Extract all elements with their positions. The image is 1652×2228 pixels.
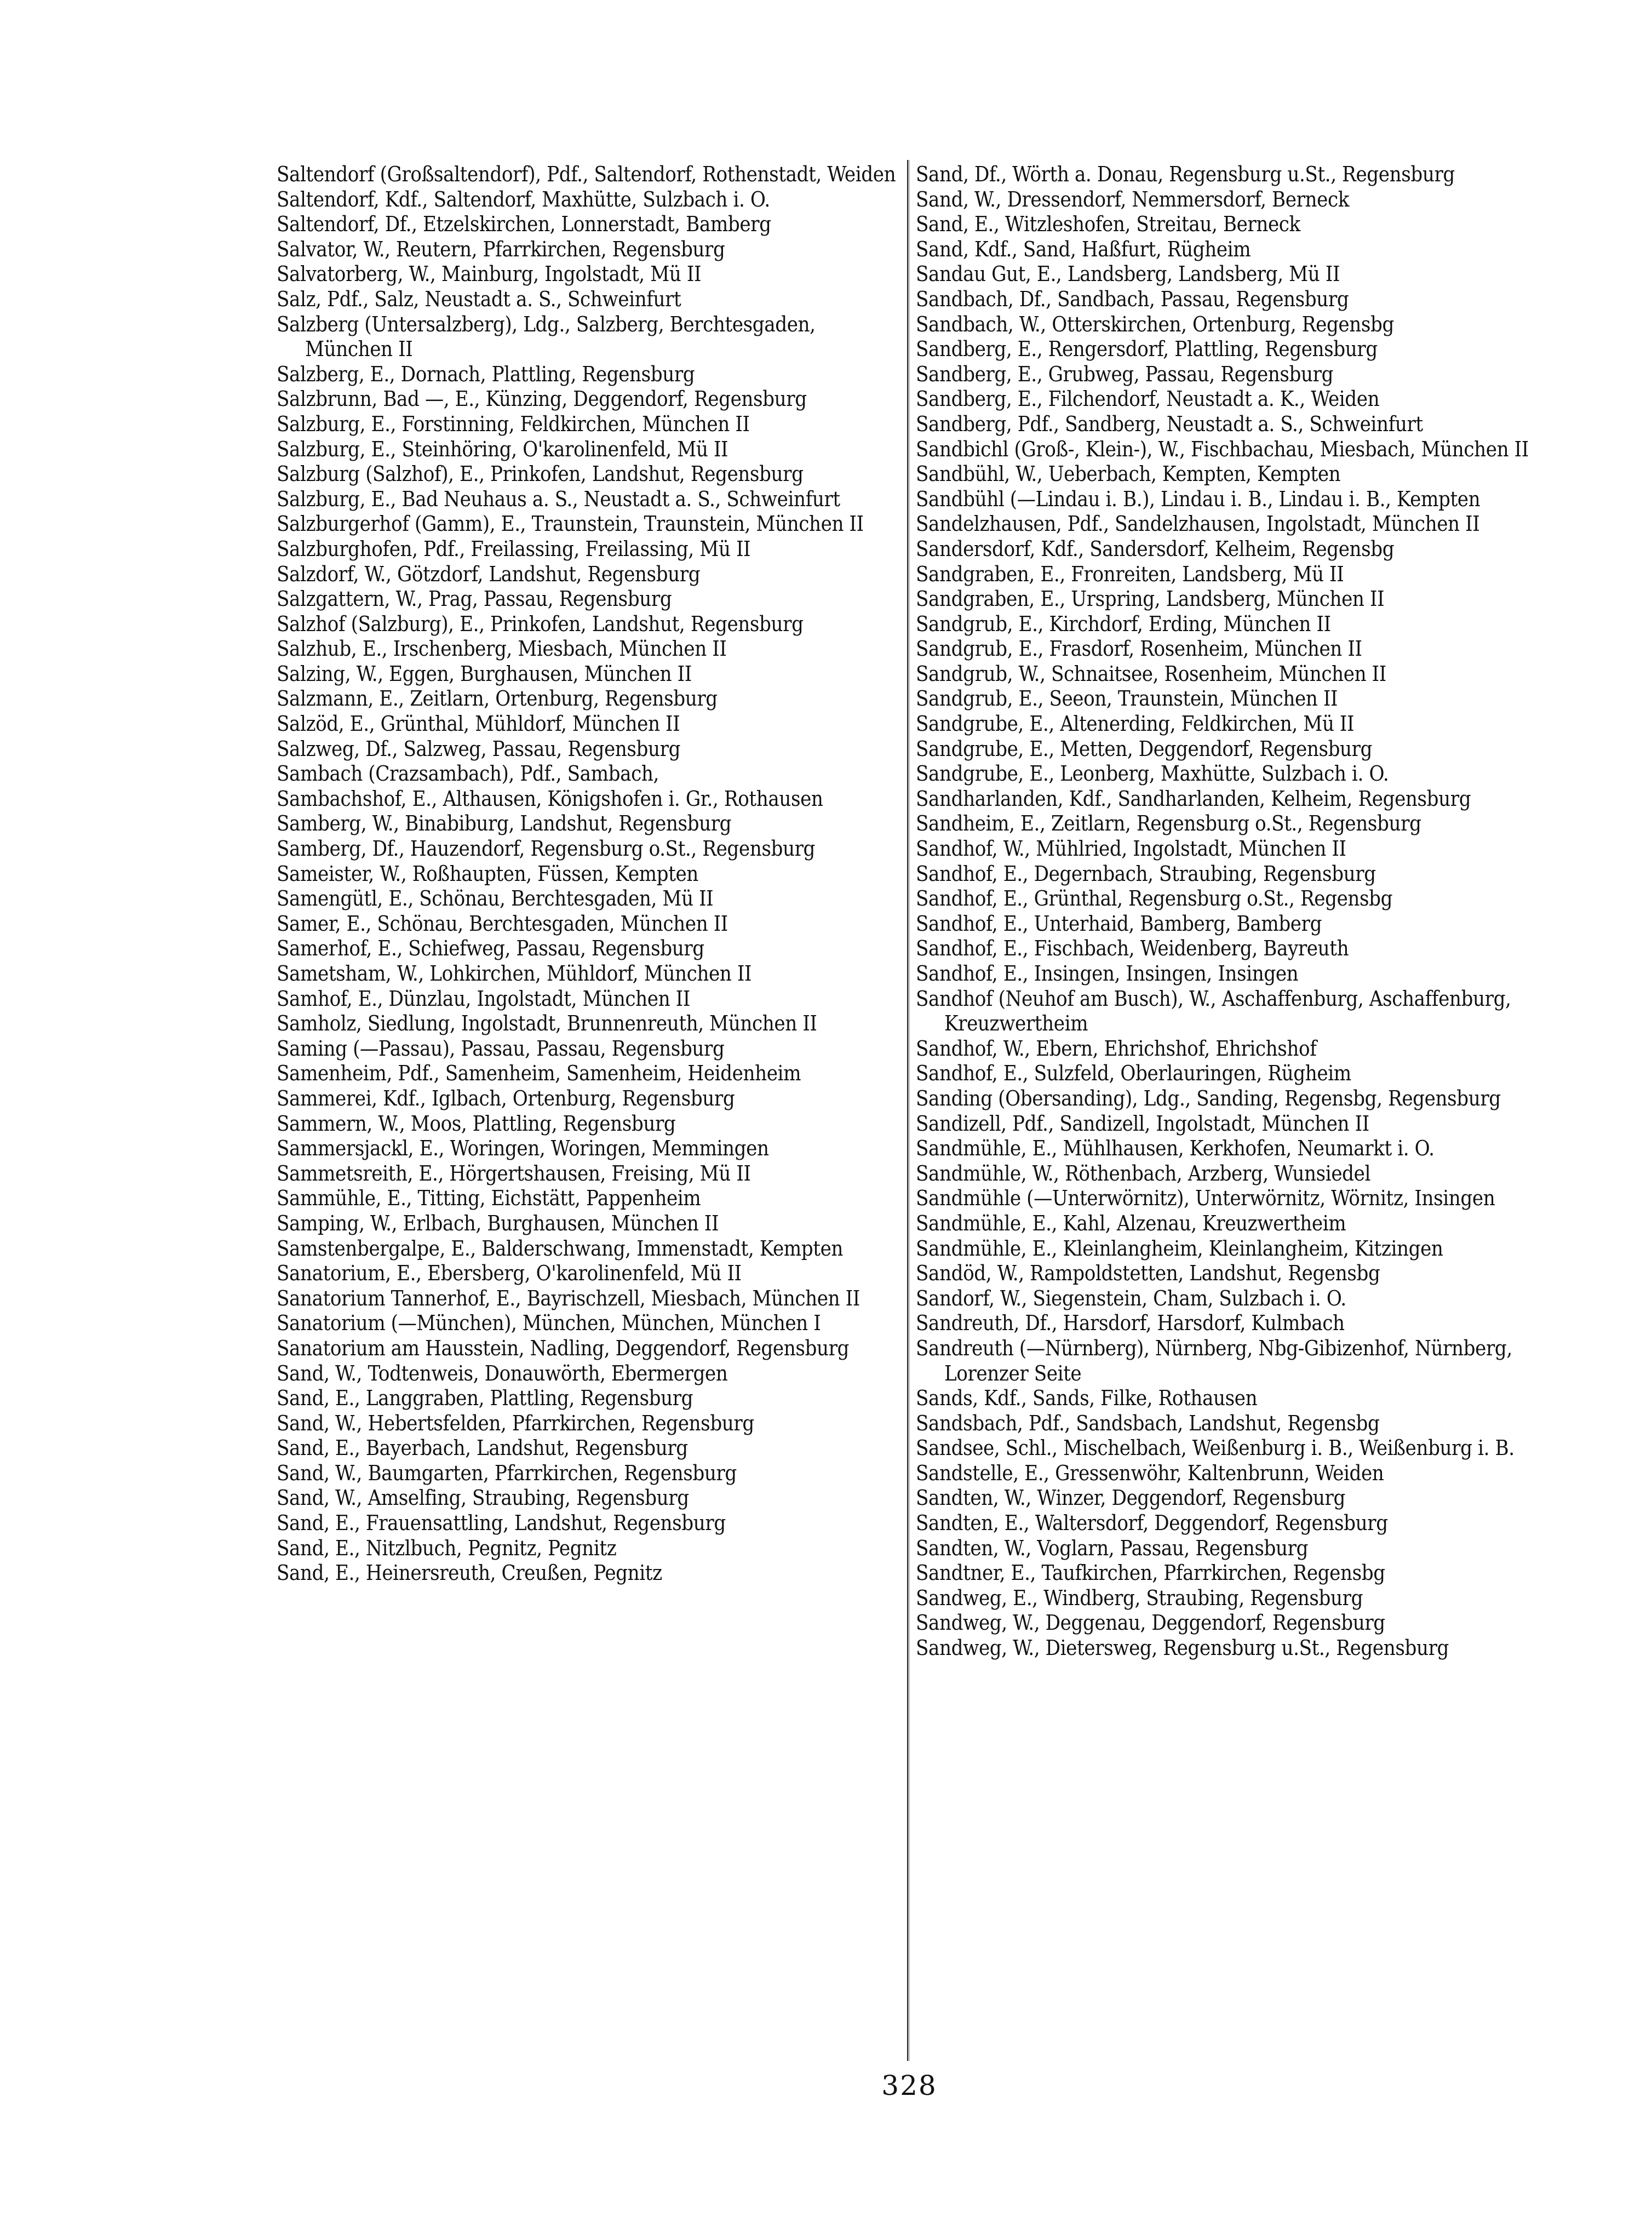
place-entry: Saltendorf, Kdf., Saltendorf, Maxhütte, Sulzbach i. O.: [277, 187, 770, 211]
place-entry: Sandsee, Schl., Mischelbach, Weißenburg i. B., Weißenburg i. B.: [916, 1436, 1515, 1460]
place-entry: Samberg, Df., Hauzendorf, Regensburg o.St., Regensburg: [277, 837, 816, 861]
place-entry: Sandberg, E., Rengersdorf, Plattling, Regensburg: [916, 337, 1378, 362]
place-entry: Sand, E., Nitzlbuch, Pegnitz, Pegnitz: [277, 1536, 617, 1560]
place-entry: Sandhof (Neuhof am Busch), W., Aschaffenburg, Aschaffenburg, Kreuzwertheim: [916, 986, 1511, 1036]
place-entry: Salzing, W., Eggen, Burghausen, München II: [277, 661, 692, 686]
place-entry: Sandweg, W., Dietersweg, Regensburg u.St., Regensburg: [916, 1636, 1449, 1660]
place-entry: Sand, E., Langgraben, Plattling, Regensburg: [277, 1386, 693, 1411]
place-entry: Sandsbach, Pdf., Sandsbach, Landshut, Regensbg: [916, 1411, 1380, 1435]
place-entry: Sand, Kdf., Sand, Haßfurt, Rügheim: [916, 237, 1251, 261]
place-entry: Sandhof, E., Grünthal, Regensburg o.St., Regensbg: [916, 886, 1393, 911]
place-entry: Sandreuth, Df., Harsdorf, Harsdorf, Kulmbach: [916, 1311, 1345, 1336]
place-entry: Salzburg, E., Forstinning, Feldkirchen, München II: [277, 411, 750, 436]
place-entry: Sandorf, W., Siegenstein, Cham, Sulzbach i. O.: [916, 1286, 1346, 1310]
place-entry: Salvatorberg, W., Mainburg, Ingolstadt, Mü II: [277, 262, 702, 287]
left-column: [277, 162, 898, 1586]
place-entry: Samstenbergalpe, E., Balderschwang, Immenstadt, Kempten: [277, 1236, 844, 1261]
place-entry: Sandhof, W., Mühlried, Ingolstadt, München II: [916, 837, 1346, 861]
place-entry: Sandmühle, E., Kleinlangheim, Kleinlangheim, Kitzingen: [916, 1236, 1443, 1261]
place-entry: Salzhof (Salzburg), E., Prinkofen, Landshut, Regensburg: [277, 611, 804, 636]
place-entry: Sandgrub, E., Seeon, Traunstein, München II: [916, 686, 1338, 711]
place-entry: Sammerei, Kdf., Iglbach, Ortenburg, Regensburg: [277, 1086, 735, 1110]
place-entry: Sand, E., Heinersreuth, Creußen, Pegnitz: [277, 1561, 662, 1585]
place-entry: Sand, E., Bayerbach, Landshut, Regensburg: [277, 1436, 688, 1460]
place-entry: Sandreuth (—Nürnberg), Nürnberg, Nbg-Gibizenhof, Nürnberg, Lorenzer Seite: [916, 1336, 1512, 1385]
place-entry: Sammersjackl, E., Woringen, Woringen, Memmingen: [277, 1136, 769, 1161]
place-entry: Sandbach, Df., Sandbach, Passau, Regensburg: [916, 287, 1349, 311]
place-entry: Salzburghofen, Pdf., Freilassing, Freilassing, Mü II: [277, 536, 751, 561]
place-entry: Salzburg (Salzhof), E., Prinkofen, Landshut, Regensburg: [277, 462, 804, 486]
place-entry: Samer, E., Schönau, Berchtesgaden, München II: [277, 911, 728, 936]
place-entry: Sanatorium (—München), München, München, München I: [277, 1311, 821, 1336]
place-entry: Salzhub, E., Irschenberg, Miesbach, München II: [277, 637, 727, 661]
place-entry: Sandten, W., Voglarn, Passau, Regensburg: [916, 1536, 1309, 1560]
place-entry: Sanatorium Tannerhof, E., Bayrischzell, Miesbach, München II: [277, 1286, 860, 1310]
place-entry: Samberg, W., Binabiburg, Landshut, Regensburg: [277, 811, 732, 836]
place-entry: Sanatorium, E., Ebersberg, O'karolinenfeld, Mü II: [277, 1261, 742, 1286]
place-entry: Salz, Pdf., Salz, Neustadt a. S., Schweinfurt: [277, 287, 681, 311]
place-entry: Sandgraben, E., Urspring, Landsberg, München II: [916, 587, 1385, 611]
place-entry: Sandgrub, W., Schnaitsee, Rosenheim, München II: [916, 661, 1386, 686]
place-entry: Sand, E., Frauensattling, Landshut, Regensburg: [277, 1511, 726, 1536]
place-entry: Salzweg, Df., Salzweg, Passau, Regensburg: [277, 736, 681, 761]
place-entry: Salzgattern, W., Prag, Passau, Regensburg: [277, 587, 672, 611]
place-entry: Sandweg, E., Windberg, Straubing, Regensburg: [916, 1585, 1363, 1610]
place-entry: Salvator, W., Reutern, Pfarrkirchen, Regensburg: [277, 237, 725, 261]
place-entry: Samengütl, E., Schönau, Berchtesgaden, Mü II: [277, 886, 714, 911]
place-entry: Sandberg, E., Filchendorf, Neustadt a. K., Weiden: [916, 387, 1380, 411]
place-entry: Sanatorium am Hausstein, Nadling, Deggendorf, Regensburg: [277, 1336, 850, 1360]
place-entry: Sandgrube, E., Altenerding, Feldkirchen, Mü II: [916, 712, 1355, 736]
place-entry: Sand, E., Witzleshofen, Streitau, Berneck: [916, 212, 1300, 237]
place-entry: Sandhof, E., Insingen, Insingen, Insingen: [916, 961, 1299, 986]
place-entry: Sandhof, E., Sulzfeld, Oberlauringen, Rügheim: [916, 1061, 1351, 1086]
place-entry: Sandmühle, E., Kahl, Alzenau, Kreuzwertheim: [916, 1211, 1346, 1235]
place-entry: Samenheim, Pdf., Samenheim, Samenheim, Heidenheim: [277, 1061, 801, 1086]
place-entry: Sandöd, W., Rampoldstetten, Landshut, Regensbg: [916, 1261, 1380, 1286]
place-entry: Samhof, E., Dünzlau, Ingolstadt, München II: [277, 986, 690, 1011]
place-entry: Sametsham, W., Lohkirchen, Mühldorf, München II: [277, 961, 752, 986]
place-entry: Sandten, W., Winzer, Deggendorf, Regensburg: [916, 1486, 1345, 1510]
page-number: 328: [881, 2070, 937, 2101]
place-entry: Salzberg (Untersalzberg), Ldg., Salzberg, Berchtesgaden, München II: [277, 312, 816, 362]
place-entry: Sand, W., Dressendorf, Nemmersdorf, Berneck: [916, 187, 1350, 211]
place-entry: Sandberg, E., Grubweg, Passau, Regensburg: [916, 362, 1334, 386]
place-entry: Sameister, W., Roßhaupten, Füssen, Kempten: [277, 861, 698, 886]
place-entry: Sand, W., Hebertsfelden, Pfarrkirchen, Regensburg: [277, 1411, 754, 1435]
place-entry: Sandharlanden, Kdf., Sandharlanden, Kelheim, Regensburg: [916, 786, 1471, 811]
place-entry: Sandhof, E., Degernbach, Straubing, Regensburg: [916, 861, 1376, 886]
place-entry: Sandbühl, W., Ueberbach, Kempten, Kempten: [916, 462, 1341, 486]
place-entry: Sandgrub, E., Frasdorf, Rosenheim, München II: [916, 637, 1362, 661]
place-entry: Sand, W., Todtenweis, Donauwörth, Ebermergen: [277, 1361, 728, 1385]
place-entry: Salzberg, E., Dornach, Plattling, Regensburg: [277, 362, 695, 386]
place-entry: Salzöd, E., Grünthal, Mühldorf, München II: [277, 712, 680, 736]
place-entry: Sandweg, W., Deggenau, Deggendorf, Regensburg: [916, 1611, 1385, 1635]
place-entry: Sandizell, Pdf., Sandizell, Ingolstadt, München II: [916, 1111, 1369, 1136]
place-entry: Salzmann, E., Zeitlarn, Ortenburg, Regensburg: [277, 686, 718, 711]
place-entry: Sandgrube, E., Leonberg, Maxhütte, Sulzbach i. O.: [916, 761, 1389, 786]
place-entry: Sammetsreith, E., Hörgertshausen, Freising, Mü II: [277, 1161, 751, 1185]
place-entry: Saltendorf, Df., Etzelskirchen, Lonnerstadt, Bamberg: [277, 212, 771, 237]
place-entry: Salzdorf, W., Götzdorf, Landshut, Regensburg: [277, 562, 701, 586]
place-entry: Salzburgerhof (Gamm), E., Traunstein, Traunstein, München II: [277, 512, 864, 536]
place-entry: Sandtner, E., Taufkirchen, Pfarrkirchen, Regensbg: [916, 1561, 1385, 1585]
place-entry: Sandten, E., Waltersdorf, Deggendorf, Regensburg: [916, 1511, 1388, 1536]
place-entry: Sandbach, W., Otterskirchen, Ortenburg, Regensbg: [916, 312, 1394, 336]
place-entry: Sandmühle, W., Röthenbach, Arzberg, Wunsiedel: [916, 1161, 1370, 1185]
place-entry: Sammühle, E., Titting, Eichstätt, Pappenheim: [277, 1186, 701, 1211]
place-entry: Sandau Gut, E., Landsberg, Landsberg, Mü II: [916, 262, 1340, 287]
place-entry: Sandstelle, E., Gressenwöhr, Kaltenbrunn, Weiden: [916, 1460, 1384, 1485]
place-entry: Sandberg, Pdf., Sandberg, Neustadt a. S., Schweinfurt: [916, 411, 1423, 436]
place-entry: Sandersdorf, Kdf., Sandersdorf, Kelheim, Regensbg: [916, 536, 1395, 561]
place-entry: Sandgrube, E., Metten, Deggendorf, Regensburg: [916, 736, 1373, 761]
place-entry: Sandbühl (—Lindau i. B.), Lindau i. B., Lindau i. B., Kempten: [916, 486, 1481, 511]
place-entry: Sambach (Crazsambach), Pdf., Sambach,: [277, 761, 659, 786]
place-entry: Sambachshof, E., Althausen, Königshofen i. Gr., Rothausen: [277, 786, 823, 811]
place-entry: Sandgrub, E., Kirchdorf, Erding, München II: [916, 611, 1331, 636]
place-entry: Sands, Kdf., Sands, Filke, Rothausen: [916, 1386, 1258, 1411]
place-entry: Sanding (Obersanding), Ldg., Sanding, Regensbg, Regensburg: [916, 1086, 1501, 1110]
place-entry: Saltendorf (Großsaltendorf), Pdf., Saltendorf, Rothenstadt, Weiden: [277, 162, 896, 186]
place-entry: Salzbrunn, Bad —, E., Künzing, Deggendorf, Regensburg: [277, 387, 807, 411]
place-entry: Sandmühle, E., Mühlhausen, Kerkhofen, Neumarkt i. O.: [916, 1136, 1435, 1161]
column-divider: [907, 160, 909, 2061]
place-entry: Saming (—Passau), Passau, Passau, Regensburg: [277, 1036, 725, 1061]
place-entry: Sandmühle (—Unterwörnitz), Unterwörnitz, Wörnitz, Insingen: [916, 1186, 1495, 1211]
place-entry: Salzburg, E., Bad Neuhaus a. S., Neustadt a. S., Schweinfurt: [277, 486, 840, 511]
place-entry: Sand, W., Amselfing, Straubing, Regensburg: [277, 1486, 689, 1510]
place-entry: Samholz, Siedlung, Ingolstadt, Brunnenreuth, München II: [277, 1011, 817, 1036]
place-entry: Sammern, W., Moos, Plattling, Regensburg: [277, 1111, 676, 1136]
place-entry: Samerhof, E., Schiefweg, Passau, Regensburg: [277, 936, 704, 961]
place-entry: Sandbichl (Groß-, Klein-), W., Fischbachau, Miesbach, München II: [916, 437, 1529, 461]
right-column: [916, 162, 1538, 1661]
place-entry: Sand, W., Baumgarten, Pfarrkirchen, Regensburg: [277, 1460, 737, 1485]
place-entry: Sandelzhausen, Pdf., Sandelzhausen, Ingolstadt, München II: [916, 512, 1480, 536]
place-entry: Sandhof, W., Ebern, Ehrichshof, Ehrichshof: [916, 1036, 1317, 1061]
place-entry: Sandhof, E., Fischbach, Weidenberg, Bayreuth: [916, 936, 1349, 961]
place-entry: Salzburg, E., Steinhöring, O'karolinenfeld, Mü II: [277, 437, 729, 461]
place-entry: Sandheim, E., Zeitlarn, Regensburg o.St., Regensburg: [916, 811, 1421, 836]
place-entry: Samping, W., Erlbach, Burghausen, München II: [277, 1211, 719, 1235]
place-entry: Sandgraben, E., Fronreiten, Landsberg, Mü II: [916, 562, 1344, 586]
place-entry: Sand, Df., Wörth a. Donau, Regensburg u.St., Regensburg: [916, 162, 1455, 186]
place-entry: Sandhof, E., Unterhaid, Bamberg, Bamberg: [916, 911, 1322, 936]
